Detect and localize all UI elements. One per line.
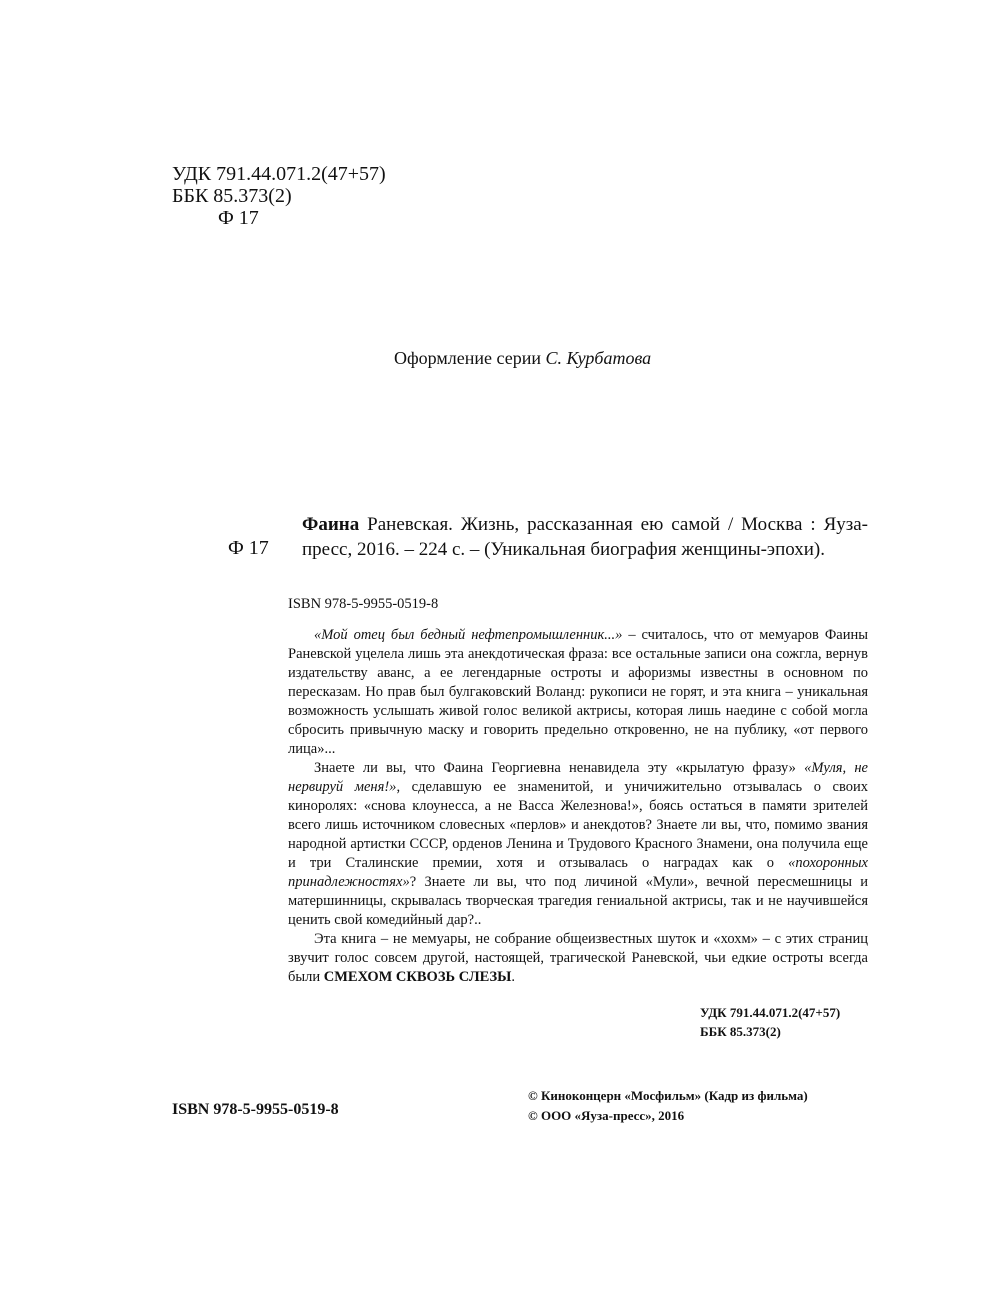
annotation-text: Знаете ли вы, что Фаина Георгиевна ненавидела эту «крылатую фразу» [314, 760, 805, 776]
bbk-code: ББК 85.373(2) [172, 185, 292, 207]
classification-block [172, 163, 386, 229]
bibliographic-description [302, 512, 868, 562]
udk-code-right: УДК 791.44.071.2(47+57) [700, 1005, 841, 1020]
copyright-block [528, 1086, 808, 1126]
bibliographic-mark: Ф 17 [228, 537, 269, 559]
annotation-text: – считалось, что от мемуаров Фаины Раневской уцелела лишь эта анекдотическая фраза: все остальные записи она сожгла, вернув издательству аванс, а ее легендарные остроты и афоризмы известны в основном по пересказам. Но прав был булгаковский Воланд: рукописи не горят, и эта книга – уникальная возможность услышать живой голос великой актрисы, которая лишь наедине с собой могла сбросить привычную маску и говорить предельно откровенно, не на публику, «от первого лица»... [288, 627, 868, 757]
annotation-paragraph-3 [288, 930, 868, 987]
annotation-text: . [511, 969, 515, 985]
annotation-emphasis: СМЕХОМ СКВОЗЬ СЛЕЗЫ [323, 969, 512, 985]
bibliographic-author: Фаина [302, 514, 360, 535]
annotation-text: Эта книга – не мемуары, не собрание общеизвестных шуток и «хохм» – с этих страниц звучит голос совсем другой, настоящей, трагической Раневской, чьи едкие остроты всегда были [288, 931, 868, 985]
annotation-paragraph-1 [288, 626, 868, 759]
annotation-quote: «Муля, не нервируй меня!» [288, 760, 868, 795]
udk-code: УДК 791.44.071.2(47+57) [172, 163, 386, 185]
classification-codes-right [700, 1003, 840, 1041]
annotation [288, 626, 868, 987]
isbn-bottom: ISBN 978-5-9955-0519-8 [172, 1101, 339, 1118]
series-designer-name: С. Курбатова [545, 348, 652, 368]
annotation-quote: «Мой отец был бедный нефтепромышленник...» [314, 627, 623, 643]
series-design-label: Оформление серии [394, 348, 541, 368]
bibliographic-text: Раневская. Жизнь, рассказанная ею самой / Москва : Яуза-пресс, 2016. – 224 с. – (Уникальная биография женщины-эпохи). [302, 514, 869, 560]
bbk-code-right: ББК 85.373(2) [700, 1024, 781, 1039]
annotation-quote: «похоронных принадлежностях» [288, 855, 868, 890]
copyright-line: © Киноконцерн «Мосфильм» (Кадр из фильма) [528, 1088, 808, 1103]
copyright-line: © ООО «Яуза-пресс», 2016 [528, 1108, 685, 1123]
series-design-credit [394, 348, 651, 369]
author-mark: Ф 17 [218, 207, 259, 229]
annotation-text: , сделавшую ее знаменитой, и уничижительно отзывалась о своих киноролях: «снова клоунесса, а не Васса Железнова!», боясь остаться в памяти зрителей всего лишь источником словесных «перлов» и анекдотов? Знаете ли вы, что, помимо звания народной артистки СССР, орденов Ленина и Трудового Красного Знамени, она получила еще и три Сталинские премии, хотя и отзывалась о наградах как о [288, 779, 868, 871]
isbn-line: ISBN 978-5-9955-0519-8 [288, 596, 439, 612]
annotation-paragraph-2 [288, 759, 868, 930]
annotation-text: ? Знаете ли вы, что под личиной «Мули», вечной пересмешницы и матершинницы, скрывалась творческая трагедия гениальной актрисы, так и не научившейся ценить свой комедийный дар?.. [288, 874, 868, 928]
